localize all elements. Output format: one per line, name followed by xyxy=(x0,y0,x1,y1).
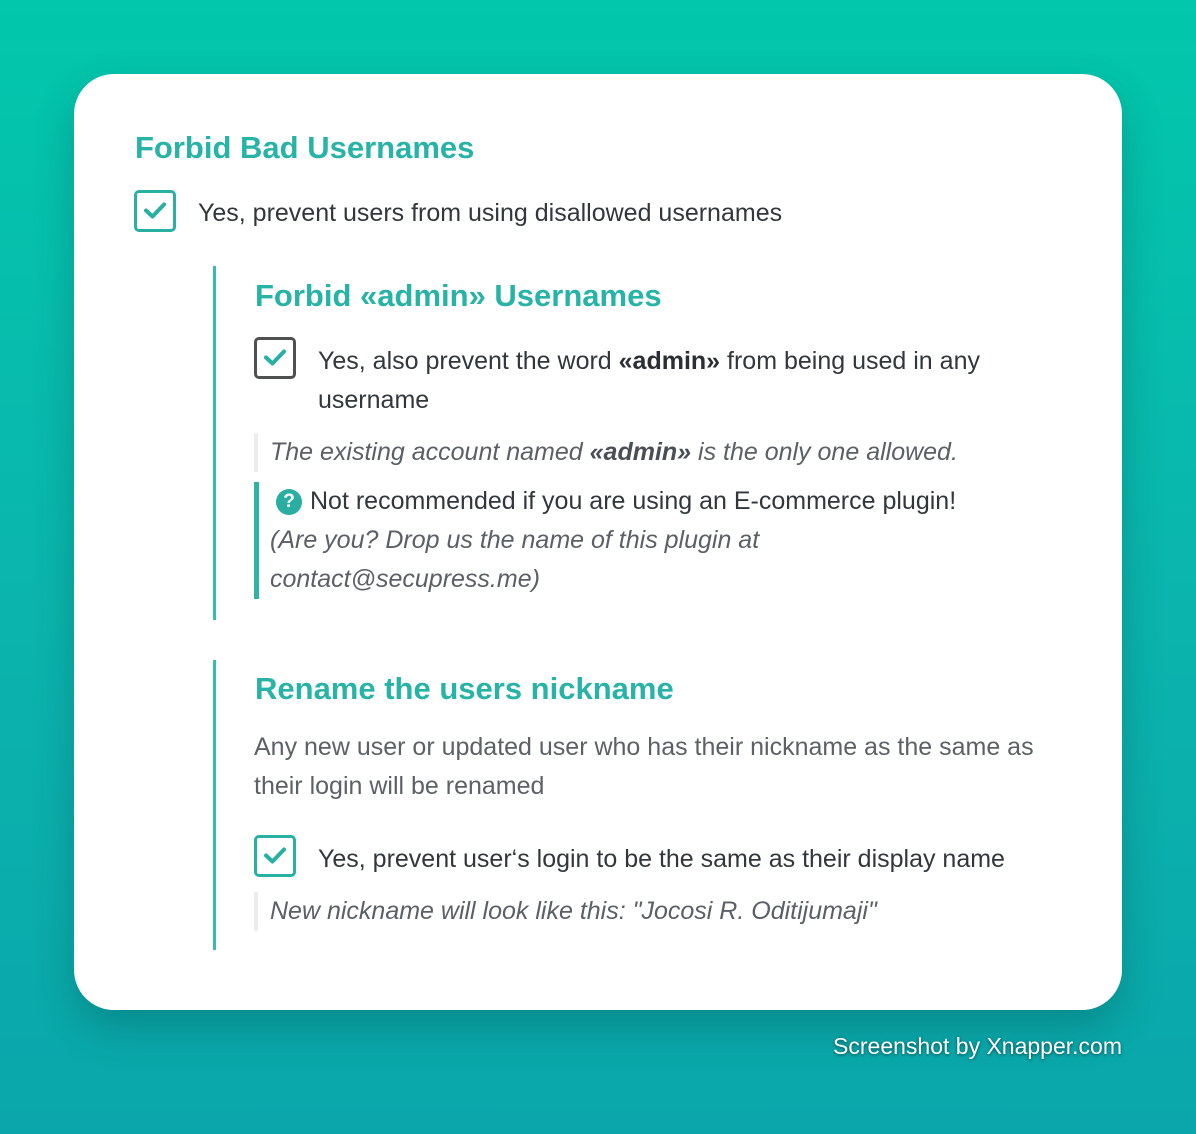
admin-note-text: The existing account named xyxy=(270,438,590,466)
admin-note-bold: «admin» xyxy=(589,438,692,466)
question-circle-icon: ? xyxy=(276,489,302,515)
checkmark-icon xyxy=(264,349,286,366)
forbid-bad-usernames-title: Forbid Bad Usernames xyxy=(135,130,475,165)
rename-nickname-label[interactable]: Yes, prevent user‘s login to be the same as their display name xyxy=(318,845,1005,873)
ecommerce-help-box xyxy=(254,482,1060,599)
forbid-admin-label[interactable] xyxy=(318,342,1058,420)
admin-existing-note xyxy=(254,433,958,472)
help-text: Not recommended if you are using an E-commerce plugin! xyxy=(310,487,957,515)
forbid-admin-label-text-end: from being used in any username xyxy=(318,347,980,414)
forbid-admin-label-text: Yes, also prevent the word xyxy=(318,347,619,375)
forbid-bad-usernames-checkbox[interactable] xyxy=(134,190,176,232)
checkmark-icon xyxy=(264,847,286,864)
rename-nickname-checkbox[interactable] xyxy=(254,835,296,877)
nested-group-divider xyxy=(213,266,216,620)
admin-word: «admin» xyxy=(618,347,721,375)
forbid-admin-checkbox[interactable] xyxy=(254,337,296,379)
help-contact-text: (Are you? Drop us the name of this plugin at contact@secupress.me) xyxy=(270,526,760,593)
rename-nickname-title: Rename the users nickname xyxy=(255,671,674,706)
forbid-admin-usernames-title: Forbid «admin» Usernames xyxy=(255,278,662,313)
nested-group-divider-2 xyxy=(213,660,216,950)
settings-card xyxy=(74,74,1122,1010)
forbid-bad-usernames-label[interactable]: Yes, prevent users from using disallowed usernames xyxy=(198,199,783,227)
checkmark-icon xyxy=(144,202,166,219)
xnapper-credit: Screenshot by Xnapper.com xyxy=(833,1033,1122,1059)
nickname-example-note: New nickname will look like this: "Jocosi R. Oditijumaji" xyxy=(254,892,877,931)
rename-nickname-description: Any new user or updated user who has their nickname as the same as their login will be renamed xyxy=(254,733,1034,800)
admin-note-text-end: is the only one allowed. xyxy=(691,438,958,466)
